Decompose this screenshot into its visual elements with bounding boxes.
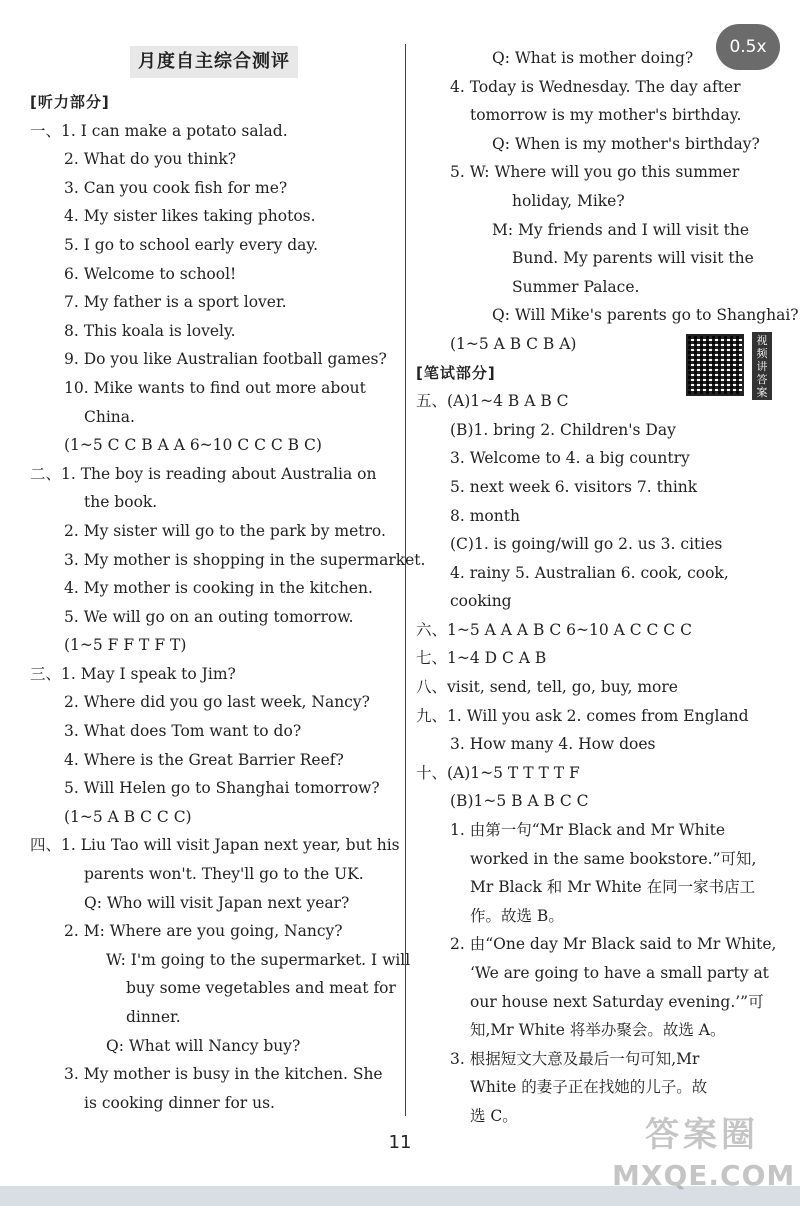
watermark-cn: 答案圈 — [645, 1115, 759, 1155]
answer-line: Q: What will Nancy buy? — [106, 1036, 301, 1055]
answer-line: 7. My father is a sport lover. — [64, 293, 287, 312]
answer-line: tomorrow is my mother's birthday. — [470, 106, 742, 125]
answer-line: (B)1~5 B A B C C — [450, 792, 589, 811]
answer-line: 6. Welcome to school! — [64, 264, 237, 283]
answer-line: dinner. — [126, 1008, 181, 1026]
zoom-level-button[interactable]: 0.5x — [716, 24, 780, 70]
site-watermark — [612, 1112, 796, 1202]
answer-line: (1~5 A B C C C) — [64, 807, 192, 826]
answer-line: 5. Will Helen go to Shanghai tomorrow? — [64, 779, 380, 798]
answer-line: China. — [84, 407, 135, 426]
answer-line: ‘We are going to have a small party at — [470, 964, 769, 982]
answer-line: 四、1. Liu Tao will visit Japan next year, but his — [30, 836, 400, 855]
page-title: 月度自主综合测评 — [130, 46, 298, 78]
answer-line: (1~5 C C B A A 6~10 C C C B C) — [64, 436, 322, 455]
answer-line: 3. Welcome to 4. a big country — [450, 449, 690, 468]
left-column — [30, 88, 426, 1117]
answer-line: 七、1~4 D C A B — [416, 649, 547, 668]
answer-line: 2. What do you think? — [64, 150, 237, 169]
answer-line: 5. W: Where will you go this summer — [450, 163, 740, 182]
answer-line: W: I'm going to the supermarket. I will — [106, 950, 411, 969]
answer-line: 4. Where is the Great Barrier Reef? — [64, 750, 344, 769]
answer-line: Q: Will Mike's parents go to Shanghai? — [492, 306, 799, 325]
answer-line: holiday, Mike? — [512, 191, 625, 210]
answer-line: 8. month — [450, 506, 520, 525]
answer-line: 2. 由“One day Mr Black said to Mr White, — [450, 935, 777, 954]
answer-line: 9. Do you like Australian football games? — [64, 350, 387, 369]
answer-line: 8. This koala is lovely. — [64, 321, 236, 340]
section-label: [听力部分] — [30, 93, 110, 111]
answer-line: 知,Mr White 将举办聚会。故选 A。 — [470, 1021, 726, 1040]
answer-line: 二、1. The boy is reading about Australia on — [30, 464, 377, 483]
answer-line: 4. Today is Wednesday. The day after — [450, 77, 741, 96]
answer-line: Q: What is mother doing? — [492, 49, 694, 67]
answer-line: the book. — [84, 493, 158, 512]
answer-line: our house next Saturday evening.’”可 — [470, 992, 764, 1011]
answer-line: 4. rainy 5. Australian 6. cook, cook, — [450, 563, 729, 582]
answer-line: M: My friends and I will visit the — [492, 220, 749, 239]
answer-line: 十、(A)1~5 T T T T F — [416, 763, 580, 782]
answer-line: Mr Black 和 Mr White 在同一家书店工 — [470, 878, 756, 897]
answer-line: White 的妻子正在找她的儿子。故 — [470, 1078, 708, 1097]
answer-line: Summer Palace. — [512, 277, 640, 296]
answer-line: cooking — [450, 592, 512, 611]
answer-line: worked in the same bookstore.”可知, — [470, 849, 757, 868]
answer-line: buy some vegetables and meat for — [126, 979, 396, 998]
answer-line: 1. 由第一句“Mr Black and Mr White — [450, 821, 725, 840]
answer-line: 3. My mother is shopping in the supermarket. — [64, 550, 426, 569]
answer-line: Bund. My parents will visit the — [512, 249, 754, 268]
answer-line: (B)1. bring 2. Children's Day — [450, 420, 676, 439]
answer-line: 3. 根据短文大意及最后一句可知,Mr — [450, 1049, 700, 1068]
answer-line: 2. M: Where are you going, Nancy? — [64, 922, 343, 941]
answer-line: 六、1~5 A A A B C 6~10 A C C C C — [416, 620, 692, 639]
answer-line: 作。故选 B。 — [470, 906, 564, 925]
section-label: [笔试部分] — [416, 363, 496, 382]
right-column — [416, 44, 799, 1131]
answer-line: 4. My mother is cooking in the kitchen. — [64, 579, 373, 598]
page-number: 11 — [388, 1132, 412, 1153]
answer-line: 5. We will go on an outing tomorrow. — [64, 607, 354, 626]
answer-line: 选 C。 — [470, 1106, 518, 1125]
section-heading — [30, 88, 402, 117]
answer-line: 5. next week 6. visitors 7. think — [450, 477, 698, 496]
answer-line: 一、1. I can make a potato salad. — [30, 121, 288, 140]
answer-line: (1~5 A B C B A) — [450, 334, 577, 353]
answer-line: 4. My sister likes taking photos. — [64, 207, 316, 226]
answer-line: 2. Where did you go last week, Nancy? — [64, 693, 370, 712]
answer-line: 5. I go to school early every day. — [64, 235, 319, 254]
answer-line: 三、1. May I speak to Jim? — [30, 664, 236, 683]
answer-line: is cooking dinner for us. — [84, 1093, 275, 1112]
answer-line: 3. How many 4. How does — [450, 735, 656, 754]
answer-line: 3. Can you cook fish for me? — [64, 178, 288, 197]
answer-line: 3. My mother is busy in the kitchen. She — [64, 1065, 383, 1084]
answer-line: Q: When is my mother's birthday? — [492, 134, 760, 153]
answer-line: parents won't. They'll go to the UK. — [84, 865, 364, 884]
answer-line: (C)1. is going/will go 2. us 3. cities — [450, 535, 723, 554]
answer-line: 10. Mike wants to find out more about — [64, 378, 366, 397]
answer-line: 3. What does Tom want to do? — [64, 722, 302, 741]
answer-line: Q: Who will visit Japan next year? — [84, 893, 350, 912]
answer-line: 五、(A)1~4 B A B C — [416, 392, 569, 411]
qr-code-icon[interactable] — [686, 334, 744, 396]
watermark-en: MXQE.COM — [612, 1159, 796, 1192]
answer-line: 八、visit, send, tell, go, buy, more — [416, 678, 678, 697]
qr-video-label: 视频讲答案 — [752, 332, 772, 400]
answer-line: 九、1. Will you ask 2. comes from England — [416, 706, 749, 725]
answer-line: 2. My sister will go to the park by metro. — [64, 521, 386, 540]
answer-line: (1~5 F F T F T) — [64, 636, 187, 655]
